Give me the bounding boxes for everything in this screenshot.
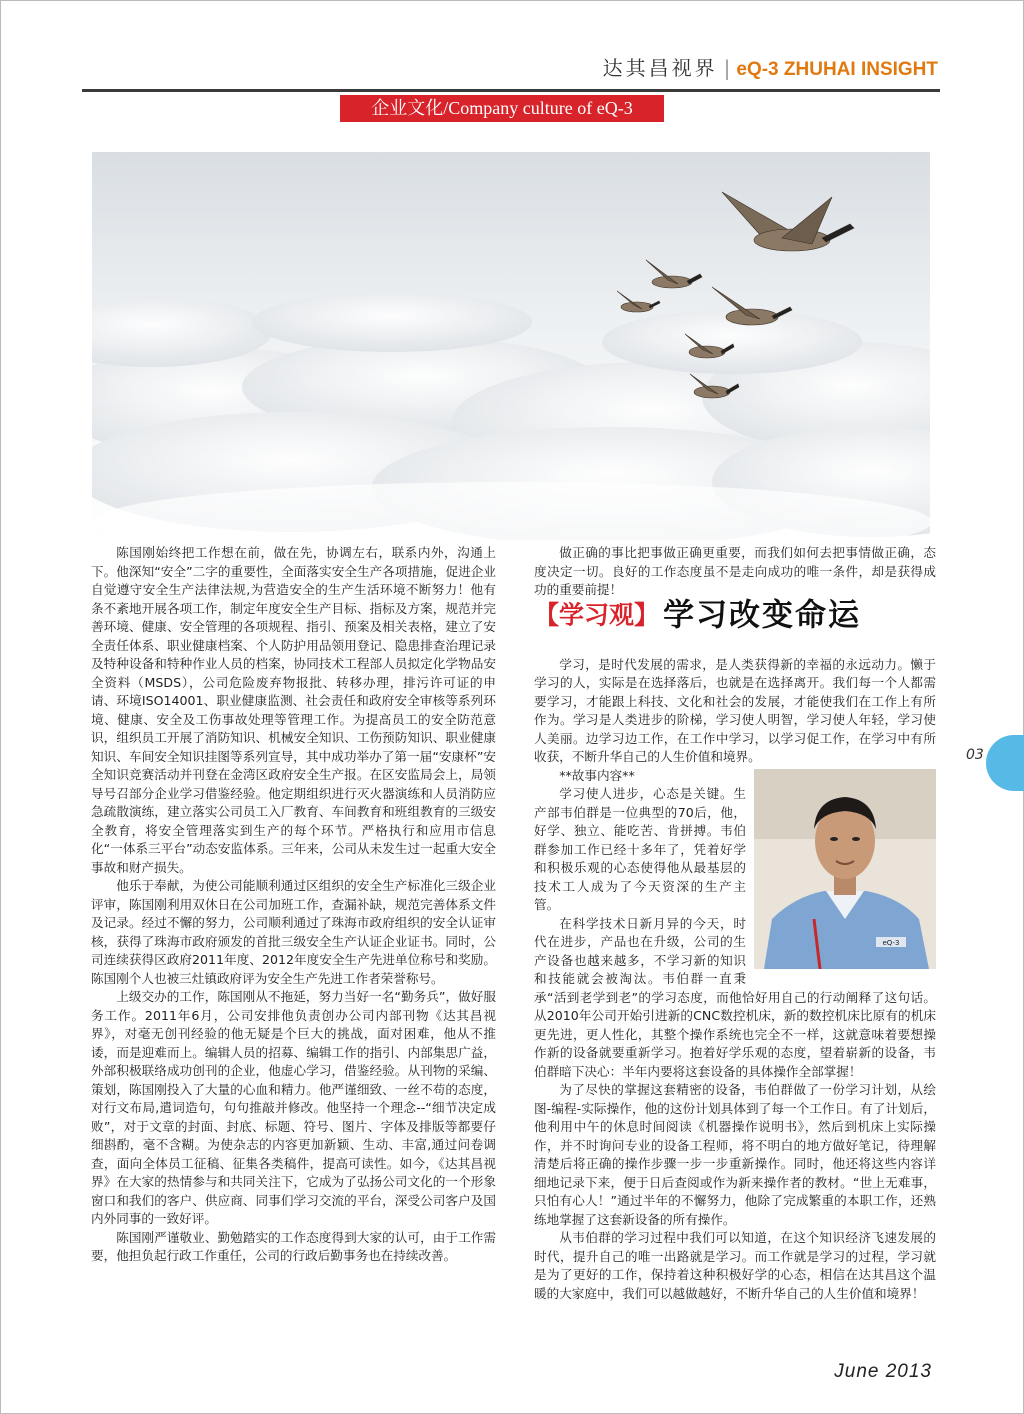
- left-paragraph: 上级交办的工作，陈国刚从不拖延，努力当好一名“勤务兵”，做好服务工作。2011年6月，公司安排他负责创办公司内部刊物《达其昌视界》，对毫无创刊经验的他无疑是个巨大的挑战，面对困难，他从不推诿，而是迎难而上。编辑人员的招募、编辑工作的指引、内部集思广益，外部积极联络成功创刊的企业，他虚心学习，借鉴经验。从刊物的采编、策划，陈国刚投入了大量的心血和精力。他严谨细致、一丝不苟的态度，对行文布局,遣词造句，句句推敲并修改。他坚持一个理念--“细节决定成败”，对于文章的封面、封底、标题、符号、图片、字体及排版等都要仔细斟酌，毫不含糊。为使杂志的内容更加新颖、生动、丰富,通过问卷调查，面向全体员工征稿、征集各类稿件，提高可读性。如今，《达其昌视界》在大家的热情参与和共同关注下，它成为了弘扬公司文化的一个形象窗口和我们的客户、供应商、同事们学习交流的平台，深受公司客户及国内外同事的一致好评。: [91, 989, 496, 1226]
- issue-date: June 2013: [834, 1361, 932, 1382]
- left-paragraph: 陈国刚严谨敬业、勤勉踏实的工作态度得到大家的认可，由于工作需要，他担负起行政工作重任，公司的行政后勤事务也在持续改善。: [91, 1229, 496, 1263]
- heading-title: 学习改变命运: [663, 596, 862, 633]
- right-intro: 做正确的事比把事做正确更重要，而我们如何去把事情做正确，态度决定一切。良好的工作态度虽不是走向成功的唯一条件，却是获得成功的重要前提！: [534, 545, 936, 597]
- left-paragraph: 陈国刚始终把工作想在前，做在先，协调左右，联系内外，沟通上下。他深知“安全”二字的重要性，全面落实安全生产各项措施，促进企业自觉遵守安全生产法律法规,为营造安全的生产生活环境不断努力！他有条不紊地开展各项工作，制定年度安全生产目标、指标及方案，规范并完善环境、健康、安全管理的各项规程、指引、预案及相关表格，建立了安全责任体系、职业健康档案、个人防护用品领用登记、隐患排查治理记录及特种设备和特种作业人员的档案，协同技术工程部人员拟定化学物品安全资料（MSDS），公司危险废弃物报批、转移办理，排污许可证的申请、环境ISO14001、职业健康监测、社会责任和政府安全审核等系列环境、健康、安全及工伤事故处理等管理工作。为提高员工的安全防范意识，组织员工开展了消防知识、机械安全知识、工伤预防知识、职业健康知识、车间安全知识挂图等系列宣导，其中成功举办了第一届“安康杯”安全知识竞赛活动并刊登在金湾区政府安全生产报。在区安监局会上，局领导号召部分企业学习借鉴经验。他定期组织进行灭火器演练和人员消防应急疏散演练，建立落实公司员工入厂教育、车间教育和班组教育的三级安全教育，将安全管理落实到生产的每个环节。严格执行和应用市信息化“一体系三平台”动态安监体系。三年来，公司从未发生过一起重大安全事故和财产损失。: [91, 545, 496, 875]
- heading-bracket-close: 】: [634, 599, 660, 629]
- heading-tag-label: 学习观: [559, 599, 635, 629]
- masthead: [603, 52, 938, 81]
- story-paragraph: 学习使人进步，心态是关键。生产部韦伯群是一位典型的70后，他，好学、独立、能吃苦、肯拼搏。韦伯群参加工作已经十多年了，凭着好学和积极乐观的心态使得他从最基层的技术工人成为了今天资深的生产主管。: [534, 786, 746, 912]
- portrait-photo: [754, 769, 936, 969]
- section-banner: 企业文化/Company culture of eQ-3: [340, 95, 664, 122]
- story-label: **故事内容**: [559, 767, 635, 783]
- portrait-illustration: [754, 769, 936, 969]
- hero-image: [92, 152, 930, 540]
- story-paragraph: 为了尽快的掌握这套精密的设备，韦伯群做了一份学习计划，从绘图-编程-实际操作，他的这份计划具体到了每一个工作日。有了计划后，他利用中午的休息时间阅读《机器操作说明书》，然后到机床上实际操作，并不时询问专业的设备工程师，将不明白的地方做好笔记，待理解清楚后将正确的操作步骤一步一步重新操作。同时，他还将这些内容详细地记录下来，便于日后查阅或作为新来操作者的教材。“世上无难事，只怕有心人！”通过半年的不懈努力，他除了完成繁重的本职工作，还熟练地掌握了这套新设备的所有操作。: [534, 1082, 936, 1227]
- page-number: 03: [966, 747, 984, 763]
- story-section: [534, 767, 936, 1304]
- heading-bracket-open: 【: [534, 599, 560, 629]
- left-paragraph: 他乐于奉献，为使公司能顺利通过区组织的安全生产标准化三级企业评审，陈国刚利用双休日在公司加班工作，查漏补缺，规范完善体系文件及记录。经过不懈的努力，公司顺利通过了珠海市政府组织的安全认证审核，获得了珠海市政府颁发的首批三级安全生产认证企业证书。同时，公司连续获得区政府2011年度、2012年度安全生产先进单位称号和奖励。陈国刚个人也被三灶镇政府评为安全生产先进工作者荣誉称号。: [91, 878, 496, 986]
- masthead-en: eQ-3 ZHUHAI INSIGHT: [736, 59, 938, 80]
- right-paragraph: 学习，是时代发展的需求，是人类获得新的幸福的永远动力。懒于学习的人，实际是在选择落后，也就是在选择离开。我们每一个人都需要学习，才能跟上科技、文化和社会的发展，才能使我们在工作上有所作为。学习是人类进步的阶梯，学习使人明智，学习使人年轻，学习使人美丽。边学习边工作，在工作中学习，以学习促工作，在学习中有所收获，不断升华自己的人生价值和境界。: [534, 656, 936, 764]
- left-column: [91, 544, 496, 1266]
- masthead-separator: |: [723, 56, 731, 80]
- clouds-geese-illustration: [92, 152, 930, 540]
- header-rule: [82, 89, 940, 92]
- story-paragraph: 从韦伯群的学习过程中我们可以知道，在这个知识经济飞速发展的时代，提升自己的唯一出路就是学习。而工作就是学习的过程，学习就是为了更好的工作，保持着这种积极好学的心态，相信在达其昌这个温暖的大家庭中，我们可以越做越好，不断升华自己的人生价值和境界！: [534, 1230, 936, 1301]
- article-heading: [534, 596, 936, 650]
- right-column: [534, 544, 936, 1303]
- heading-tag: [534, 600, 659, 629]
- shirt-badge: eQ-3: [882, 938, 900, 947]
- masthead-cn: 达其昌视界: [602, 56, 718, 80]
- story-paragraph: 在科学技术日新月异的今天，时代在进步，产品也在升级，公司的生产设备也越来越多，不学习新的知识和技能就会被淘汰。韦伯群一直秉承“活到老学到老”的学习态度，而他恰好用自己的行动阐释了这句话。从2010年公司开始引进新的CNC数控机床，新的数控机床比原有的机床更先进，更人性化，其整个操作系统也完全不一样，这就意味着要想操作新的设备就要重新学习。抱着好学乐观的态度，望着崭新的设备，韦伯群暗下决心：半年内要将这套设备的具体操作全部掌握！: [534, 915, 936, 1079]
